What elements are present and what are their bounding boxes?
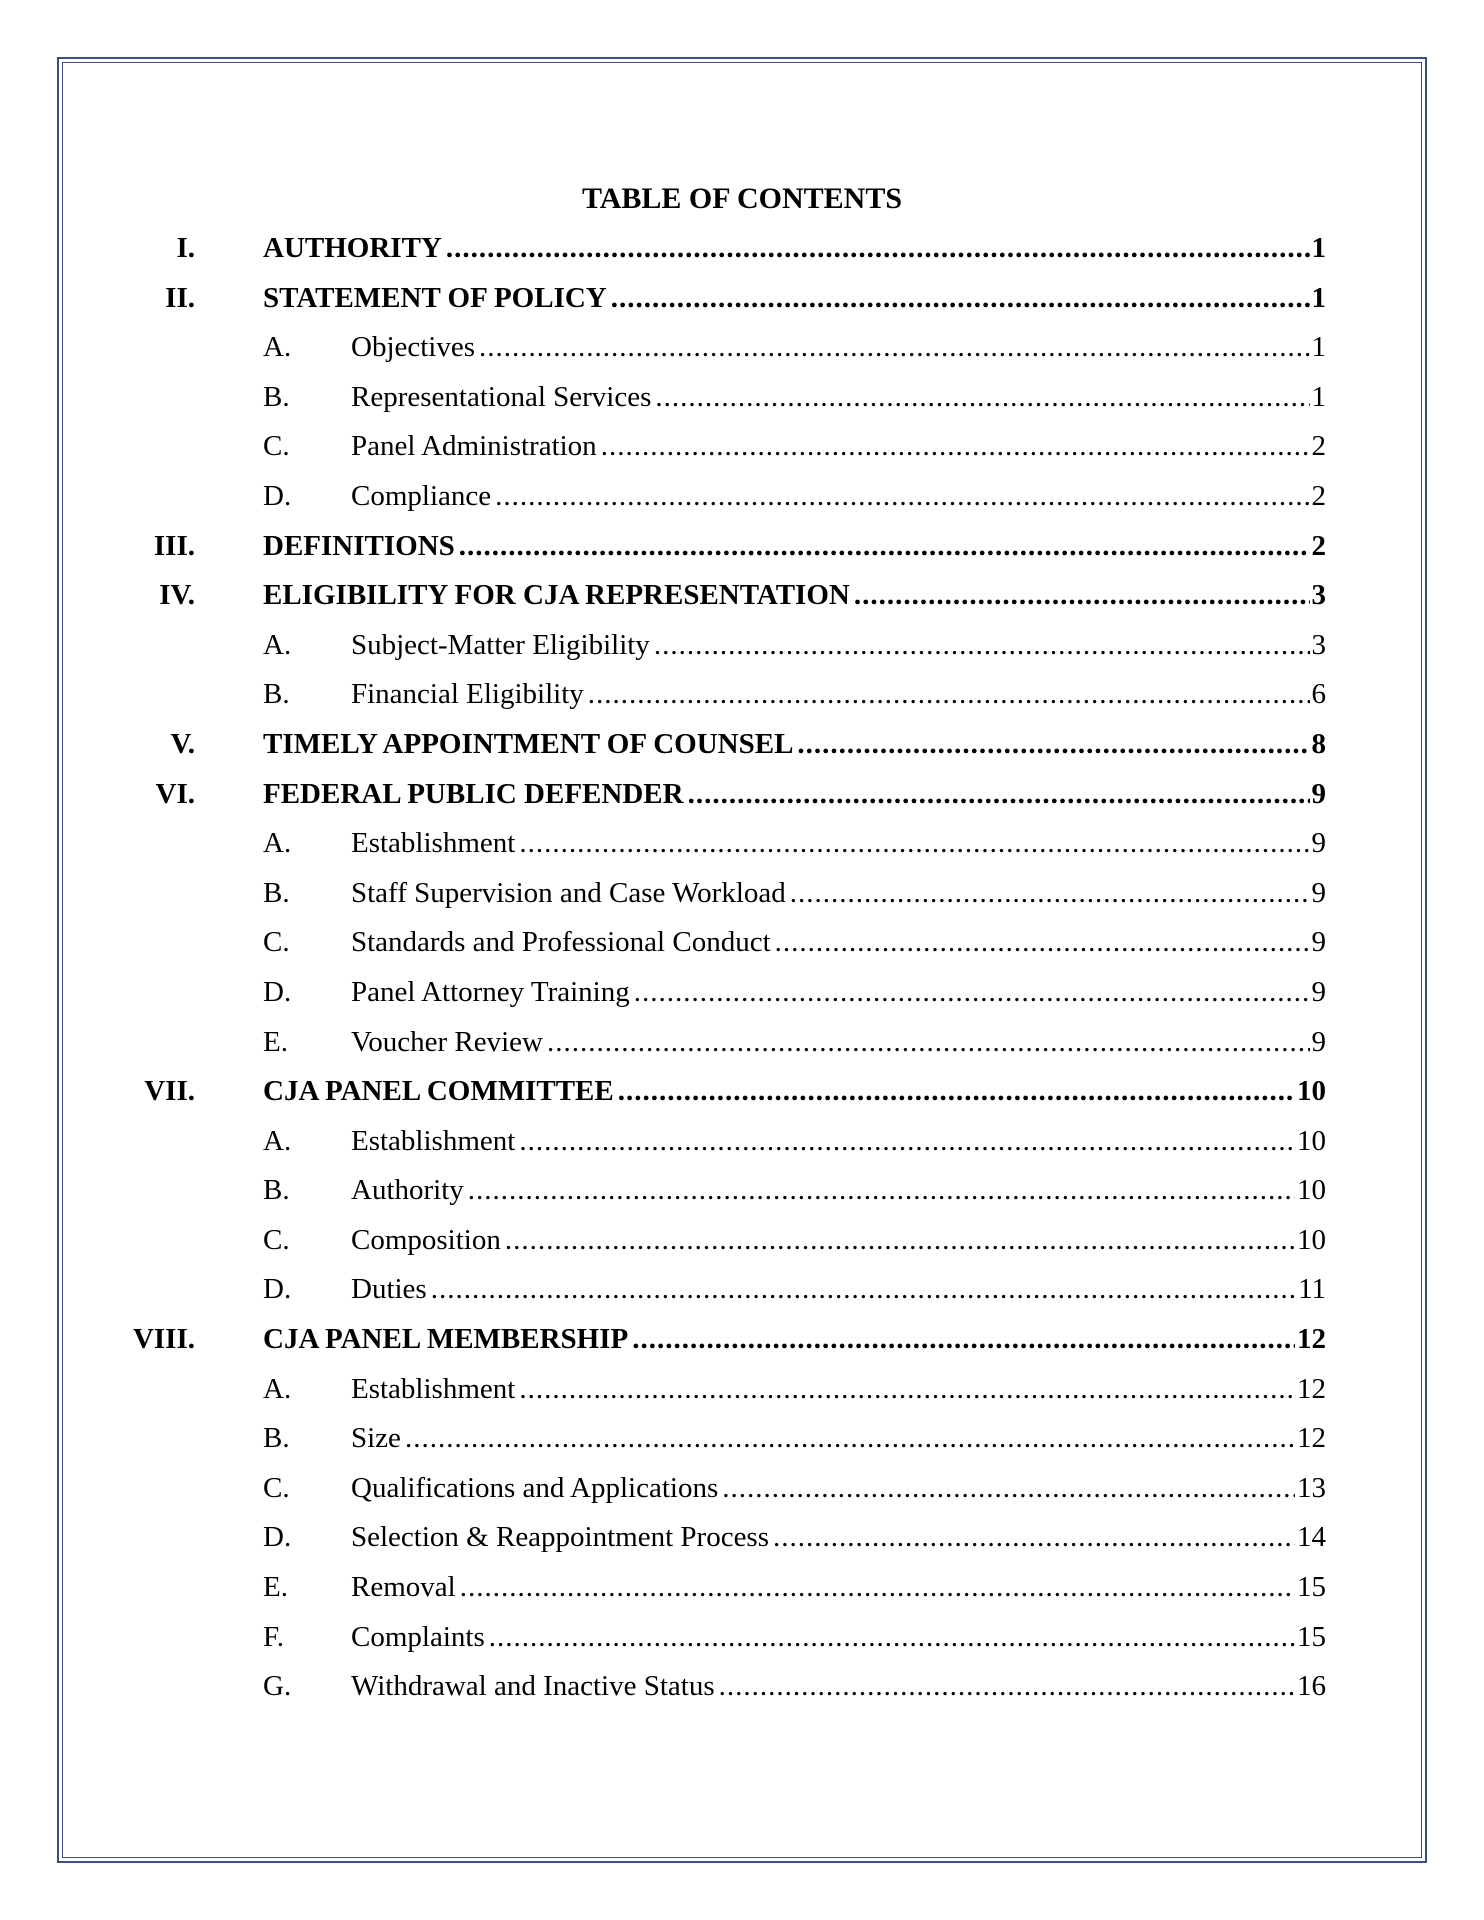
toc-page-number: 16: [1297, 1670, 1326, 1703]
toc-entry-line: [351, 1170, 1326, 1210]
toc-page-number: 9: [1311, 926, 1326, 959]
toc-entry-title: Establishment: [351, 1372, 516, 1405]
toc-dot-leader: [446, 228, 1310, 268]
toc-dot-leader: [479, 327, 1309, 367]
toc-subsection-entry[interactable]: [0, 823, 1484, 873]
toc-entry-title: Financial Eligibility: [351, 678, 584, 711]
toc-page-number: 1: [1311, 380, 1326, 413]
toc-dot-leader: [601, 426, 1310, 466]
toc-section-number: V.: [170, 727, 195, 760]
toc-page-number: 3: [1311, 628, 1326, 661]
toc-subsection-entry[interactable]: [0, 1369, 1484, 1419]
toc-entry-line: [351, 1022, 1326, 1062]
toc-page-number: 15: [1297, 1620, 1326, 1653]
toc-entry-line: [351, 1220, 1326, 1260]
toc-entry-title: Size: [351, 1422, 401, 1455]
toc-entry-line: [351, 1517, 1326, 1557]
toc-subsection-entry[interactable]: [0, 1567, 1484, 1617]
toc-entry-title: Qualifications and Applications: [351, 1471, 719, 1504]
toc-subsection-entry[interactable]: [0, 972, 1484, 1022]
toc-page-number: 6: [1311, 678, 1326, 711]
toc-dot-leader: [460, 1567, 1295, 1607]
toc-subsection-entry[interactable]: [0, 1468, 1484, 1518]
toc-subsection-entry[interactable]: [0, 922, 1484, 972]
toc-page-number: 9: [1311, 777, 1326, 810]
toc-dot-leader: [519, 1369, 1295, 1409]
toc-entry-line: [351, 823, 1326, 863]
toc-subsection-letter: A.: [263, 628, 292, 661]
toc-dot-leader: [468, 1170, 1295, 1210]
toc-dot-leader: [775, 922, 1310, 962]
toc-subsection-letter: B.: [263, 380, 290, 413]
toc-subsection-entry[interactable]: [0, 873, 1484, 923]
toc-page-number: 10: [1297, 1124, 1326, 1157]
toc-page-number: 13: [1297, 1471, 1326, 1504]
toc-dot-leader: [489, 1617, 1295, 1657]
toc-entry-line: [351, 1468, 1326, 1508]
toc-dot-leader: [459, 526, 1310, 566]
toc-subsection-letter: B.: [263, 678, 290, 711]
toc-section-number: VIII.: [132, 1323, 195, 1356]
toc-subsection-entry[interactable]: [0, 1617, 1484, 1667]
toc-page-number: 9: [1311, 827, 1326, 860]
toc-dot-leader: [618, 1071, 1295, 1111]
toc-subsection-letter: D.: [263, 975, 292, 1008]
toc-entry-title: Withdrawal and Inactive Status: [351, 1670, 715, 1703]
toc-entry-title: CJA PANEL COMMITTEE: [263, 1075, 614, 1108]
toc-subsection-entry[interactable]: [0, 674, 1484, 724]
toc-dot-leader: [797, 724, 1309, 764]
toc-page-number: 9: [1311, 975, 1326, 1008]
toc-section-number: IV.: [159, 579, 195, 612]
toc-entry-line: [263, 575, 1326, 615]
toc-entry-line: [351, 1121, 1326, 1161]
toc-page-number: 14: [1297, 1521, 1326, 1554]
toc-subsection-entry[interactable]: [0, 476, 1484, 526]
toc-entry-title: Duties: [351, 1273, 427, 1306]
toc-entry-line: [351, 327, 1326, 367]
toc-entry-title: Staff Supervision and Case Workload: [351, 876, 786, 909]
toc-subsection-letter: C.: [263, 926, 290, 959]
toc-subsection-letter: D.: [263, 479, 292, 512]
toc-section-number: II.: [165, 281, 195, 314]
toc-subsection-entry[interactable]: [0, 1517, 1484, 1567]
toc-subsection-letter: F.: [263, 1620, 285, 1653]
toc-entry-line: [263, 724, 1326, 764]
toc-subsection-entry[interactable]: [0, 327, 1484, 377]
toc-entry-title: Panel Attorney Training: [351, 975, 630, 1008]
toc-entry-line: [351, 1617, 1326, 1657]
toc-subsection-letter: C.: [263, 430, 290, 463]
toc-dot-leader: [655, 377, 1309, 417]
toc-subsection-letter: B.: [263, 876, 290, 909]
toc-section-number: VI.: [155, 777, 195, 810]
toc-page-number: 3: [1311, 579, 1326, 612]
toc-entry-line: [351, 625, 1326, 665]
toc-dot-leader: [634, 972, 1310, 1012]
toc-section-entry[interactable]: [0, 575, 1484, 625]
toc-subsection-letter: D.: [263, 1273, 292, 1306]
toc-page-number: 2: [1311, 529, 1326, 562]
toc-subsection-entry[interactable]: [0, 1022, 1484, 1072]
toc-page-number: 9: [1311, 876, 1326, 909]
toc-subsection-entry[interactable]: [0, 1269, 1484, 1319]
toc-dot-leader: [688, 774, 1310, 814]
toc-entry-line: [351, 674, 1326, 714]
toc-subsection-entry[interactable]: [0, 1220, 1484, 1270]
toc-entry-line: [351, 377, 1326, 417]
toc-entry-line: [351, 1369, 1326, 1409]
toc-section-entry[interactable]: [0, 228, 1484, 278]
toc-subsection-letter: C.: [263, 1223, 290, 1256]
toc-page-number: 1: [1311, 232, 1326, 264]
toc-entry-title: CJA PANEL MEMBERSHIP: [263, 1323, 629, 1356]
toc-dot-leader: [854, 575, 1310, 615]
toc-dot-leader: [519, 1121, 1295, 1161]
toc-subsection-entry[interactable]: [0, 377, 1484, 427]
toc-dot-leader: [632, 1319, 1295, 1359]
toc-dot-leader: [719, 1666, 1295, 1706]
toc-dot-leader: [611, 278, 1310, 318]
toc-entry-title: AUTHORITY: [263, 232, 442, 264]
toc-subsection-letter: A.: [263, 1124, 292, 1157]
toc-entry-line: [351, 426, 1326, 466]
toc-page-number: 12: [1297, 1323, 1326, 1356]
toc-entry-line: [263, 774, 1326, 814]
toc-subsection-letter: C.: [263, 1471, 290, 1504]
toc-entry-line: [351, 972, 1326, 1012]
toc-page-number: 10: [1297, 1174, 1326, 1207]
toc-entry-line: [351, 1269, 1326, 1309]
toc-dot-leader: [431, 1269, 1296, 1309]
toc-entry-title: Establishment: [351, 827, 516, 860]
toc-page-number: 9: [1311, 1025, 1326, 1058]
toc-subsection-letter: B.: [263, 1422, 290, 1455]
toc-dot-leader: [405, 1418, 1295, 1458]
toc-subsection-entry[interactable]: [0, 1666, 1484, 1716]
toc-entry-title: Objectives: [351, 331, 476, 364]
toc-section-number: I.: [176, 232, 195, 264]
toc-entry-title: Standards and Professional Conduct: [351, 926, 771, 959]
toc-entry-title: Subject-Matter Eligibility: [351, 628, 650, 661]
toc-subsection-entry[interactable]: [0, 426, 1484, 476]
toc-entry-line: [351, 1418, 1326, 1458]
toc-entry-line: [351, 922, 1326, 962]
toc-entry-title: TIMELY APPOINTMENT OF COUNSEL: [263, 727, 794, 760]
toc-page-number: 2: [1311, 479, 1326, 512]
toc-subsection-entry[interactable]: [0, 625, 1484, 675]
toc-subsection-letter: E.: [263, 1025, 288, 1058]
toc-page-number: 8: [1311, 727, 1326, 760]
toc-entry-line: [351, 476, 1326, 516]
toc-entry-title: Authority: [351, 1174, 464, 1207]
toc-entry-title: Voucher Review: [351, 1025, 543, 1058]
toc-page-number: 2: [1311, 430, 1326, 463]
toc-page-number: 10: [1297, 1075, 1326, 1108]
toc-entry-line: [263, 1319, 1326, 1359]
toc-subsection-letter: A.: [263, 1372, 292, 1405]
toc-section-entry[interactable]: [0, 1319, 1484, 1369]
toc-entry-title: Establishment: [351, 1124, 516, 1157]
toc-page-number: 12: [1297, 1372, 1326, 1405]
toc-dot-leader: [722, 1468, 1295, 1508]
toc-entry-line: [263, 228, 1326, 268]
toc-section-number: VII.: [144, 1075, 195, 1108]
toc-entry-line: [351, 1666, 1326, 1706]
toc-dot-leader: [790, 873, 1310, 913]
toc-subsection-letter: A.: [263, 331, 292, 364]
toc-entry-title: Compliance: [351, 479, 492, 512]
toc-entry-line: [263, 1071, 1326, 1111]
toc-entry-title: Complaints: [351, 1620, 485, 1653]
toc-dot-leader: [495, 476, 1309, 516]
toc-entry-title: ELIGIBILITY FOR CJA REPRESENTATION: [263, 579, 850, 612]
toc-dot-leader: [547, 1022, 1310, 1062]
toc-section-entry[interactable]: [0, 526, 1484, 576]
toc-entry-line: [351, 873, 1326, 913]
toc-subsection-entry[interactable]: [0, 1170, 1484, 1220]
toc-entry-title: Panel Administration: [351, 430, 597, 463]
toc-page-number: 1: [1311, 331, 1326, 364]
toc-page-number: 10: [1297, 1223, 1326, 1256]
toc-list: [0, 228, 1484, 1716]
toc-entry-title: FEDERAL PUBLIC DEFENDER: [263, 777, 684, 810]
toc-subsection-letter: A.: [263, 827, 292, 860]
toc-dot-leader: [519, 823, 1309, 863]
toc-section-entry[interactable]: [0, 278, 1484, 328]
toc-subsection-entry[interactable]: [0, 1121, 1484, 1171]
toc-page-number: 11: [1298, 1273, 1326, 1306]
toc-section-entry[interactable]: [0, 1071, 1484, 1121]
toc-entry-title: DEFINITIONS: [263, 529, 455, 562]
toc-subsection-letter: G.: [263, 1670, 292, 1703]
toc-entry-title: Removal: [351, 1571, 456, 1604]
toc-page-number: 1: [1311, 281, 1326, 314]
toc-subsection-entry[interactable]: [0, 1418, 1484, 1468]
toc-entry-line: [263, 278, 1326, 318]
toc-dot-leader: [773, 1517, 1295, 1557]
toc-entry-line: [263, 526, 1326, 566]
toc-subsection-letter: B.: [263, 1174, 290, 1207]
toc-entry-title: Representational Services: [351, 380, 652, 413]
toc-dot-leader: [505, 1220, 1295, 1260]
toc-entry-line: [351, 1567, 1326, 1607]
toc-title: TABLE OF CONTENTS: [581, 182, 903, 215]
toc-section-entry[interactable]: [0, 724, 1484, 774]
toc-page-number: 15: [1297, 1571, 1326, 1604]
toc-section-entry[interactable]: [0, 774, 1484, 824]
toc-subsection-letter: D.: [263, 1521, 292, 1554]
toc-entry-title: STATEMENT OF POLICY: [263, 281, 607, 314]
toc-subsection-letter: E.: [263, 1571, 288, 1604]
toc-page-number: 12: [1297, 1422, 1326, 1455]
toc-section-number: III.: [153, 529, 195, 562]
toc-dot-leader: [588, 674, 1310, 714]
toc-entry-title: Composition: [351, 1223, 501, 1256]
toc-dot-leader: [654, 625, 1310, 665]
toc-entry-title: Selection & Reappointment Process: [351, 1521, 770, 1554]
